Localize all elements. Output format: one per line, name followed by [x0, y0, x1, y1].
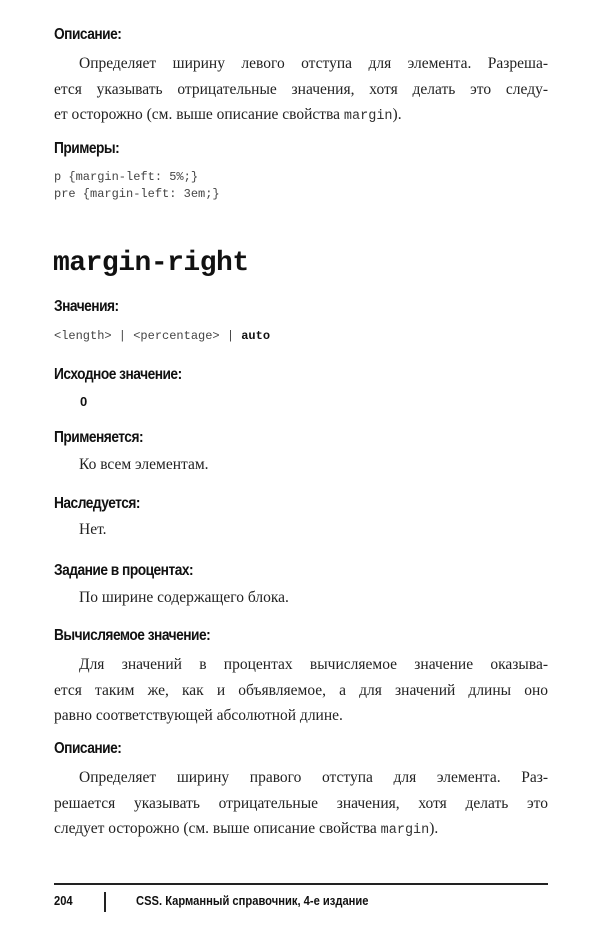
footer-rule [54, 883, 548, 885]
section-heading-values: Значения: [54, 298, 119, 315]
values-keyword: auto [241, 329, 271, 343]
initial-value: 0 [80, 394, 88, 409]
values-text: <length> | <percentage> | [54, 329, 242, 343]
paragraph-end: ). [392, 106, 402, 123]
code-example-2: pre {margin-left: 3em;} [54, 187, 220, 201]
code-example-1: p {margin-left: 5%;} [54, 170, 199, 184]
inline-code: margin [380, 823, 430, 838]
paragraph-line: решается указывать отрицательные значения, хотя делать это [54, 794, 548, 812]
paragraph-line: ется таким же, как и объявляемое, а для значений длины оно [54, 681, 548, 699]
computed-paragraph [54, 652, 548, 729]
section-heading-initial: Исходное значение: [54, 366, 182, 383]
section-heading-computed: Вычисляемое значение: [54, 627, 211, 644]
description-paragraph-2 [54, 765, 548, 844]
section-heading-description: Описание: [54, 26, 122, 43]
paragraph-end: ). [429, 820, 439, 837]
paragraph-line: Определяет ширину левого отступа для элемента. Разреша- [79, 55, 548, 72]
paragraph-line: ет осторожно (см. выше описание свойства [54, 106, 344, 123]
footer-separator [104, 892, 106, 912]
book-title: CSS. Карманный справочник, 4-е издание [136, 893, 369, 908]
description-paragraph [54, 51, 548, 130]
section-heading-description-2: Описание: [54, 740, 122, 757]
inherited-value: Нет. [79, 521, 107, 538]
section-heading-percentages: Задание в процентах: [54, 562, 194, 579]
inline-code: margin [343, 109, 393, 124]
section-heading-examples: Примеры: [54, 140, 120, 157]
percentages-value: По ширине содержащего блока. [79, 589, 289, 606]
property-title: margin-right [53, 248, 249, 279]
paragraph-line: Для значений в процентах вычисляемое значение оказыва- [79, 656, 548, 673]
values-syntax [54, 329, 270, 343]
page-number: 204 [54, 893, 73, 908]
applies-value: Ко всем элементам. [79, 456, 209, 473]
paragraph-line: следует осторожно (см. выше описание свойства [54, 820, 381, 837]
section-heading-applies: Применяется: [54, 429, 144, 446]
paragraph-line: ется указывать отрицательные значения, хотя делать это следу- [54, 80, 548, 98]
paragraph-line: равно соответствующей абсолютной длине. [54, 707, 343, 724]
section-heading-inherited: Наследуется: [54, 495, 140, 512]
paragraph-line: Определяет ширину правого отступа для элемента. Раз- [79, 769, 548, 786]
